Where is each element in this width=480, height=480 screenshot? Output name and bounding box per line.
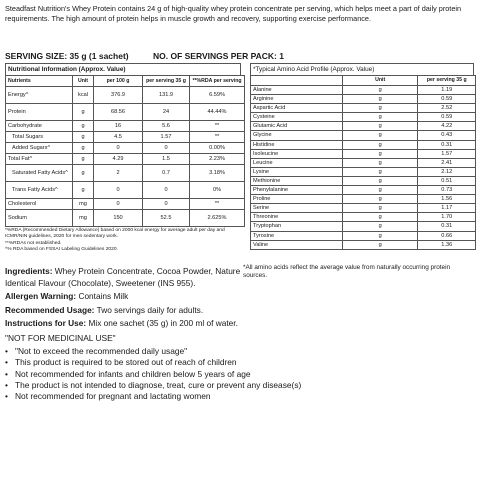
table-cell: Leucine [251, 158, 343, 167]
table-cell: per serving 35 g [418, 76, 476, 86]
table-cell: 4.29 [94, 154, 143, 165]
table-cell: 0.7 [143, 165, 190, 182]
table-cell: 5.6 [143, 121, 190, 132]
warning-item: • "Not to exceed the recommended daily usage" [5, 346, 301, 357]
nutrition-note: *%RDA (Recommended Dietary Allowance) based on 2000 kcal energy for average adult per day and ICMR/NIN guidelines, 2020 for men sedentary work. [5, 228, 225, 240]
ingredients-line [5, 266, 241, 289]
table-cell: 44.44% [190, 104, 245, 121]
table-cell: Tryptophan [251, 222, 343, 231]
table-cell: 0 [143, 143, 190, 154]
table-row [6, 104, 245, 121]
table-cell: 0 [143, 182, 190, 199]
table-row [251, 213, 476, 222]
table-row [6, 210, 245, 227]
warning-item: • This product is required to be stored out of reach of children [5, 357, 301, 368]
table-row [251, 204, 476, 213]
table-row [251, 149, 476, 158]
table-cell: 1.70 [418, 213, 476, 222]
table-cell: 1.57 [418, 149, 476, 158]
table-row [251, 231, 476, 240]
table-cell: kcal [73, 87, 94, 104]
table-cell: 131.9 [143, 87, 190, 104]
table-cell: 0.59 [418, 113, 476, 122]
table-cell: 2.12 [418, 167, 476, 176]
nutrition-table [5, 75, 245, 227]
warning-item: • Not recommended for infants and children below 5 years of age [5, 369, 301, 380]
table-row [6, 199, 245, 210]
table-cell: **%RDA per serving [190, 76, 245, 87]
table-cell: 0.59 [418, 95, 476, 104]
table-row [6, 121, 245, 132]
table-cell: 1.36 [418, 240, 476, 249]
table-cell: g [342, 122, 418, 131]
table-cell: g [342, 86, 418, 95]
table-row [6, 154, 245, 165]
table-row [6, 87, 245, 104]
ingredients-text: Whey Protein Concentrate, Cocoa Powder, Nature Identical Flavour (Chocolate), Sweetener (INS 955). [5, 266, 241, 288]
table-cell: g [342, 167, 418, 176]
table-cell: 6.59% [190, 87, 245, 104]
amino-table [250, 75, 476, 250]
table-cell: Trans Fatty Acids^ [6, 182, 73, 199]
table-cell: Total Sugars [6, 132, 73, 143]
servings-per-pack: NO. OF SERVINGS PER PACK: 1 [152, 51, 284, 61]
usage-text: Two servings daily for adults. [96, 304, 204, 315]
table-cell: 2.625% [190, 210, 245, 227]
table-cell: 0 [94, 182, 143, 199]
table-row [6, 165, 245, 182]
table-cell: g [342, 149, 418, 158]
table-cell: 0.66 [418, 231, 476, 240]
table-row [251, 176, 476, 185]
table-cell: 1.5 [143, 154, 190, 165]
table-cell: g [342, 158, 418, 167]
table-cell: g [342, 176, 418, 185]
table-cell: Energy^ [6, 87, 73, 104]
table-cell: 0.51 [418, 176, 476, 185]
intro-paragraph: Steadfast Nutrition's Whey Protein contains 24 g of high-quality whey protein concentrate per serving, which helps meet a part of daily protein requirements. The high amount of protein helps in muscle growth and recovery, supporting exercise performance. [5, 4, 462, 23]
table-cell: Unit [73, 76, 94, 87]
nutrition-notes [5, 228, 243, 253]
table-cell: 1.17 [418, 204, 476, 213]
table-cell: g [73, 165, 94, 182]
table-cell: 2.52 [418, 104, 476, 113]
table-cell: 2.23% [190, 154, 245, 165]
table-cell: Carbohydrate [6, 121, 73, 132]
table-cell: 0.31 [418, 222, 476, 231]
table-cell [251, 76, 343, 86]
table-row [251, 222, 476, 231]
table-cell: Proline [251, 195, 343, 204]
table-row [251, 95, 476, 104]
table-cell: 2.41 [418, 158, 476, 167]
ingredients-label: Ingredients: [5, 266, 53, 276]
amino-panel [250, 63, 476, 250]
table-cell: g [342, 204, 418, 213]
nutrition-note: **%RDAs not established. [5, 240, 62, 246]
table-cell: Serine [251, 204, 343, 213]
table-cell: 150 [94, 210, 143, 227]
table-cell: 1.19 [418, 86, 476, 95]
table-row [251, 113, 476, 122]
table-cell: Unit [342, 76, 418, 86]
table-cell: Aspartic Acid [251, 104, 343, 113]
table-header-row [251, 76, 476, 86]
table-cell: Alanine [251, 86, 343, 95]
table-header-row [6, 76, 245, 87]
table-cell: 1.57 [143, 132, 190, 143]
allergen-label: Allergen Warning: [5, 291, 77, 301]
table-cell: Glycine [251, 131, 343, 140]
table-cell: 1.56 [418, 195, 476, 204]
table-cell: Histidine [251, 140, 343, 149]
table-cell: 0 [143, 199, 190, 210]
amino-title: *Typical Amino Acid Profile (Approx. Value) [250, 63, 474, 75]
table-cell: 0% [190, 182, 245, 199]
table-cell: g [342, 95, 418, 104]
serving-info [5, 51, 284, 61]
table-cell: Added Sugars^ [6, 143, 73, 154]
table-cell: Protein [6, 104, 73, 121]
table-cell: 4.22 [418, 122, 476, 131]
table-cell: 24 [143, 104, 190, 121]
table-row [251, 240, 476, 249]
table-row [251, 158, 476, 167]
table-cell: 0 [94, 199, 143, 210]
table-cell: g [73, 182, 94, 199]
table-row [251, 104, 476, 113]
table-cell: g [73, 104, 94, 121]
table-cell: per serving 35 g [143, 76, 190, 87]
instructions-text: Mix one sachet (35 g) in 200 ml of water. [88, 318, 238, 328]
usage-line [5, 305, 241, 317]
warning-list [5, 346, 301, 402]
table-cell: Threonine [251, 213, 343, 222]
serving-size: SERVING SIZE: 35 g (1 sachet) [5, 51, 129, 61]
table-row [251, 167, 476, 176]
allergen-line [5, 291, 241, 303]
table-cell: 0 [94, 143, 143, 154]
table-cell: Tyrosine [251, 231, 343, 240]
table-cell: g [342, 213, 418, 222]
table-cell: g [73, 132, 94, 143]
allergen-text: Contains Milk [78, 291, 129, 301]
table-cell: 2 [94, 165, 143, 182]
table-cell: g [342, 113, 418, 122]
table-cell: 0.73 [418, 186, 476, 195]
table-cell: Methionine [251, 176, 343, 185]
table-row [251, 140, 476, 149]
amino-note: *All amino acids reflect the average value from naturally occurring protein sources. [243, 264, 451, 279]
table-row [6, 132, 245, 143]
table-cell: g [342, 231, 418, 240]
table-row [251, 122, 476, 131]
table-cell: Nutrients [6, 76, 73, 87]
table-cell: Cholesterol [6, 199, 73, 210]
usage-label: Recommended Usage: [5, 304, 95, 315]
table-cell: 0.43 [418, 131, 476, 140]
table-cell: g [342, 240, 418, 249]
table-cell: mg [73, 199, 94, 210]
table-cell: 16 [94, 121, 143, 132]
table-cell: Cysteine [251, 113, 343, 122]
table-cell: Total Fat^ [6, 154, 73, 165]
table-row [251, 131, 476, 140]
table-cell: 52.5 [143, 210, 190, 227]
table-cell: g [342, 186, 418, 195]
warning-item: • Not recommended for pregnant and lactating women [5, 391, 301, 402]
table-row [251, 186, 476, 195]
table-cell: Phenylalanine [251, 186, 343, 195]
table-cell: g [342, 140, 418, 149]
table-cell: per 100 g [94, 76, 143, 87]
table-cell: Arginine [251, 95, 343, 104]
table-cell: 0.00% [190, 143, 245, 154]
table-cell: ** [190, 199, 245, 210]
table-cell: g [342, 104, 418, 113]
table-cell: ** [190, 132, 245, 143]
table-cell: Lysine [251, 167, 343, 176]
instructions-label: Instructions for Use: [5, 318, 87, 328]
product-details [5, 266, 241, 332]
table-row [6, 182, 245, 199]
warning-heading: "NOT FOR MEDICINAL USE" [5, 333, 116, 343]
table-cell: Saturated Fatty Acids^ [6, 165, 73, 182]
nutrition-note: ^% RDA based on FSSAI Labeling Guidelines 2020. [5, 246, 118, 252]
table-cell: g [342, 131, 418, 140]
table-cell: g [342, 222, 418, 231]
table-cell: 376.9 [94, 87, 143, 104]
table-cell: ** [190, 121, 245, 132]
table-row [6, 143, 245, 154]
instructions-line [5, 318, 241, 330]
warning-item: • The product is not intended to diagnose, treat, cure or prevent any disease(s) [5, 380, 301, 391]
table-cell: g [73, 143, 94, 154]
table-cell: Glutamic Acid [251, 122, 343, 131]
table-cell: Valine [251, 240, 343, 249]
table-cell: g [342, 195, 418, 204]
table-cell: g [73, 121, 94, 132]
table-cell: Isoleucine [251, 149, 343, 158]
nutrition-title: Nutritional Information (Approx. Value) [5, 63, 241, 75]
table-cell: mg [73, 210, 94, 227]
table-row [251, 86, 476, 95]
table-cell: 68.56 [94, 104, 143, 121]
table-row [251, 195, 476, 204]
nutrition-panel [5, 63, 243, 253]
table-cell: 4.5 [94, 132, 143, 143]
table-cell: Sodium [6, 210, 73, 227]
table-cell: g [73, 154, 94, 165]
table-cell: 3.18% [190, 165, 245, 182]
table-cell: 0.31 [418, 140, 476, 149]
